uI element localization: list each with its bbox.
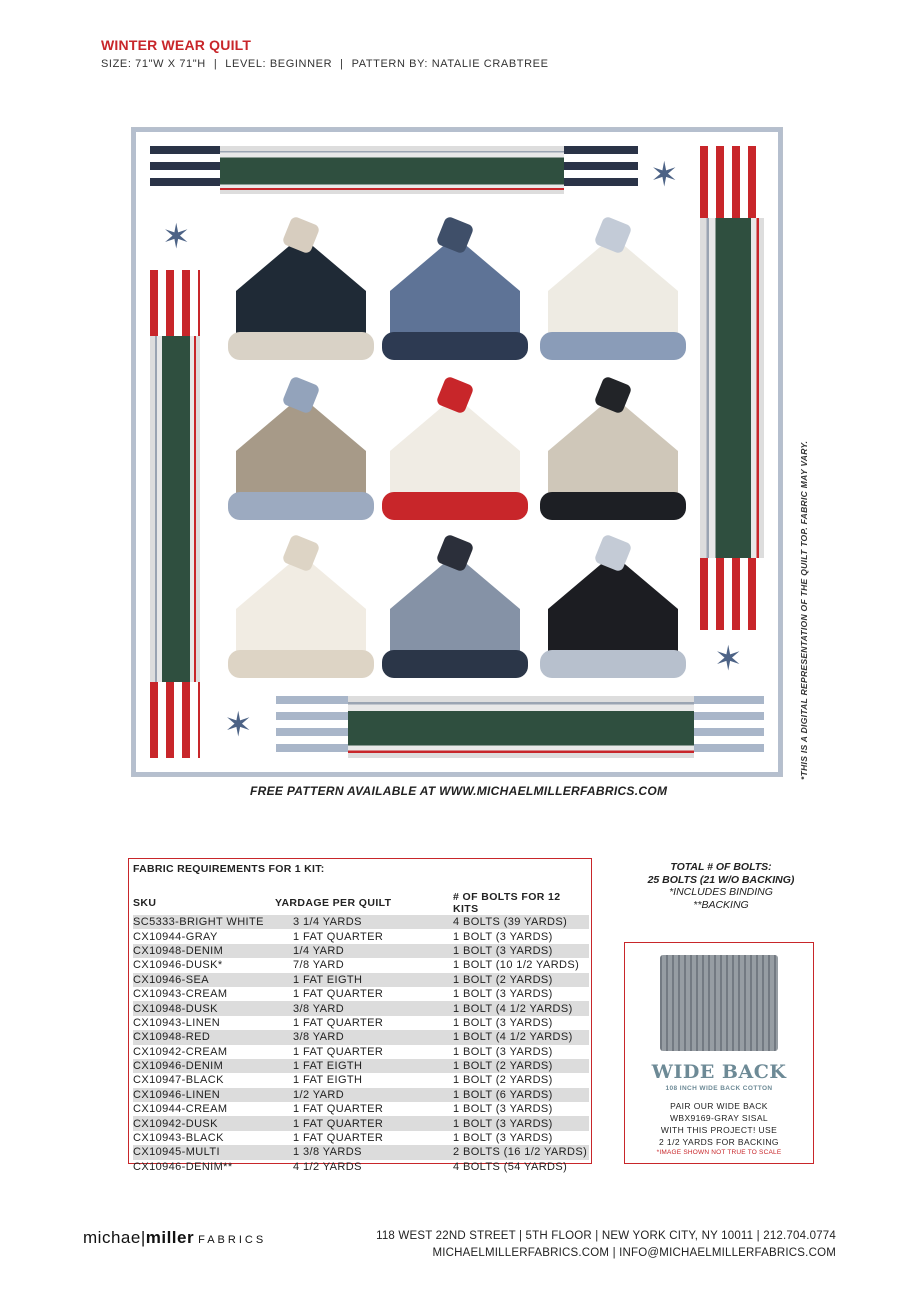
total-bolts bbox=[624, 861, 818, 911]
yardage-cell: 1 FAT EIGTH bbox=[275, 1059, 453, 1073]
yardage-cell: 1 FAT QUARTER bbox=[293, 1103, 384, 1116]
wide-back-line: WITH THIS PROJECT! USE bbox=[660, 1125, 778, 1135]
left-forest-panel bbox=[150, 336, 200, 682]
table-row bbox=[133, 1116, 589, 1130]
right-stripes-bottom bbox=[700, 558, 764, 630]
totals-note-backing: **BACKING bbox=[693, 898, 749, 911]
contact-line[interactable]: MICHAELMILLERFABRICS.COM | INFO@MICHAELMILLERFABRICS.COM bbox=[432, 1247, 836, 1259]
totals-note-binding: *INCLUDES BINDING bbox=[669, 886, 773, 898]
left-stripes-bottom bbox=[150, 682, 200, 758]
bolts-cell: 4 BOLTS (39 YARDS) bbox=[453, 915, 589, 929]
left-stripes-top bbox=[150, 270, 200, 336]
bolts-cell: 1 BOLT (2 YARDS) bbox=[453, 973, 589, 987]
column-header-bolts: # OF BOLTS FOR 12 KITS bbox=[453, 891, 561, 915]
bolts-cell: 1 BOLT (4 1/2 YARDS) bbox=[453, 1030, 589, 1044]
bolts-cell: 1 BOLT (10 1/2 YARDS) bbox=[453, 959, 580, 972]
quilt-designer: PATTERN BY: NATALIE CRABTREE bbox=[351, 58, 549, 70]
column-header-sku: SKU bbox=[133, 897, 157, 909]
table-row bbox=[133, 944, 589, 958]
table-row bbox=[133, 929, 589, 943]
quilt-size: SIZE: 71"W X 71"H bbox=[101, 58, 206, 70]
hat-brim bbox=[382, 650, 528, 678]
hat-block bbox=[540, 220, 686, 365]
hat-block bbox=[228, 220, 374, 365]
table-row bbox=[133, 1131, 589, 1145]
hat-block bbox=[382, 220, 528, 365]
hat-block bbox=[540, 380, 686, 525]
hat-brim bbox=[540, 492, 686, 520]
logo-text-part: michae bbox=[83, 1228, 141, 1247]
star-icon: ✶ bbox=[162, 218, 191, 256]
yardage-cell: 7/8 YARD bbox=[293, 959, 345, 972]
sku-cell: CX10943-BLACK bbox=[133, 1132, 224, 1145]
right-forest-panel bbox=[700, 218, 764, 558]
yardage-cell: 1 FAT QUARTER bbox=[293, 1016, 384, 1029]
table-row bbox=[133, 1145, 589, 1159]
table-row bbox=[133, 1016, 589, 1030]
bolts-cell: 2 BOLTS (16 1/2 YARDS) bbox=[453, 1146, 588, 1159]
table-row bbox=[133, 958, 589, 972]
hat-brim bbox=[540, 332, 686, 360]
sku-cell: CX10942-DUSK bbox=[133, 1116, 275, 1130]
yardage-cell: 1/2 YARD bbox=[275, 1088, 453, 1102]
top-forest-panel bbox=[220, 146, 564, 194]
totals-heading: TOTAL # OF BOLTS: bbox=[670, 861, 772, 873]
column-header-yardage: YARDAGE PER QUILT bbox=[275, 897, 392, 909]
bolts-cell: 1 BOLT (6 YARDS) bbox=[453, 1088, 589, 1102]
hat-brim bbox=[382, 492, 528, 520]
sku-cell: CX10942-CREAM bbox=[133, 1045, 228, 1058]
bolts-cell: 1 BOLT (3 YARDS) bbox=[453, 1116, 589, 1130]
fabric-requirements bbox=[128, 858, 592, 1173]
wide-back-subtitle: 108 INCH WIDE BACK COTTON bbox=[665, 1085, 773, 1092]
yardage-cell: 3/8 YARD bbox=[275, 1001, 453, 1015]
yardage-cell: 1/4 YARD bbox=[275, 944, 453, 958]
requirements-heading: FABRIC REQUIREMENTS FOR 1 KIT: bbox=[133, 863, 325, 875]
yardage-cell: 1 FAT QUARTER bbox=[275, 1116, 453, 1130]
table-row bbox=[133, 1160, 589, 1174]
sku-cell: CX10946-SEA bbox=[133, 973, 275, 987]
quilt-level: LEVEL: BEGINNER bbox=[225, 58, 333, 70]
top-stripes-right bbox=[564, 146, 638, 194]
hat-brim bbox=[228, 492, 374, 520]
wide-back-line: 2 1/2 YARDS FOR BACKING bbox=[659, 1137, 779, 1147]
table-row bbox=[133, 1030, 589, 1044]
table-row bbox=[133, 1001, 589, 1015]
free-pattern-link[interactable]: FREE PATTERN AVAILABLE AT WWW.MICHAELMILLERFABRICS.COM bbox=[250, 784, 668, 798]
address-line: 118 WEST 22ND STREET | 5TH FLOOR | NEW YORK CITY, NY 10011 | 212.704.0774 bbox=[376, 1230, 836, 1242]
yardage-cell: 1 FAT EIGTH bbox=[293, 1074, 363, 1087]
right-stripes-top bbox=[700, 146, 764, 218]
quilt-specs: SIZE: 71"W X 71"H | LEVEL: BEGINNER | PATTERN BY: NATALIE CRABTREE bbox=[101, 58, 549, 70]
yardage-cell: 1 FAT QUARTER bbox=[293, 1045, 384, 1058]
wide-back-title: WIDE BACK bbox=[651, 1061, 787, 1083]
page-title: WINTER WEAR QUILT bbox=[101, 37, 252, 53]
bolts-cell: 1 BOLT (3 YARDS) bbox=[453, 1045, 553, 1058]
table-row bbox=[133, 1059, 589, 1073]
hat-brim bbox=[382, 332, 528, 360]
company-logo: michae|miller FABRICS bbox=[83, 1228, 267, 1247]
bolts-cell: 1 BOLT (3 YARDS) bbox=[453, 944, 589, 958]
bottom-stripes-right bbox=[694, 696, 764, 758]
wide-back-promo bbox=[624, 942, 814, 1164]
sku-cell: CX10948-DENIM bbox=[133, 944, 275, 958]
table-row bbox=[133, 1102, 589, 1116]
table-row bbox=[133, 915, 589, 929]
yardage-cell: 1 FAT QUARTER bbox=[293, 1132, 384, 1145]
disclaimer: *THIS IS A DIGITAL REPRESENTATION OF THE QUILT TOP. FABRIC MAY VARY. bbox=[799, 440, 809, 780]
sku-cell: CX10943-CREAM bbox=[133, 988, 228, 1001]
yardage-cell: 1 3/8 YARDS bbox=[275, 1145, 453, 1159]
hat-block bbox=[540, 538, 686, 683]
yardage-cell: 1 FAT EIGTH bbox=[275, 973, 453, 987]
fabric-swatch-image bbox=[660, 955, 778, 1051]
yardage-cell: 3 1/4 YARDS bbox=[275, 915, 453, 929]
sku-cell: CX10947-BLACK bbox=[133, 1074, 224, 1087]
yardage-cell: 4 1/2 YARDS bbox=[293, 1160, 362, 1173]
totals-value: 25 BOLTS (21 W/O BACKING) bbox=[647, 873, 795, 886]
logo-text-part: miller bbox=[145, 1228, 195, 1247]
wide-back-description bbox=[625, 1100, 813, 1148]
star-icon: ✶ bbox=[224, 706, 253, 744]
table-row bbox=[133, 973, 589, 987]
sku-cell: CX10946-LINEN bbox=[133, 1088, 275, 1102]
yardage-cell: 3/8 YARD bbox=[275, 1030, 453, 1044]
hat-brim bbox=[540, 650, 686, 678]
wide-back-line: WBX9169-GRAY SISAL bbox=[669, 1113, 769, 1123]
yardage-cell: 1 FAT QUARTER bbox=[293, 930, 384, 943]
sku-cell: SC5333-BRIGHT WHITE bbox=[133, 915, 275, 929]
bolts-cell: 1 BOLT (3 YARDS) bbox=[453, 988, 553, 1001]
sku-cell: CX10948-RED bbox=[133, 1030, 275, 1044]
bolts-cell: 1 BOLT (3 YARDS) bbox=[453, 1016, 553, 1029]
table-row bbox=[133, 987, 589, 1001]
table-row bbox=[133, 1045, 589, 1059]
hat-block bbox=[382, 380, 528, 525]
bolts-cell: 1 BOLT (3 YARDS) bbox=[453, 930, 553, 943]
hat-block bbox=[228, 538, 374, 683]
yardage-cell: 1 FAT QUARTER bbox=[293, 988, 384, 1001]
bolts-cell: 4 BOLTS (54 YARDS) bbox=[453, 1160, 568, 1173]
table-row bbox=[133, 1073, 589, 1087]
hat-block bbox=[228, 380, 374, 525]
sku-cell: CX10946-DENIM** bbox=[133, 1160, 233, 1173]
bolts-cell: 1 BOLT (4 1/2 YARDS) bbox=[453, 1001, 589, 1015]
bolts-cell: 1 BOLT (2 YARDS) bbox=[453, 1059, 589, 1073]
sku-cell: CX10946-DENIM bbox=[133, 1059, 275, 1073]
top-stripes-left bbox=[150, 146, 220, 194]
hat-block bbox=[382, 538, 528, 683]
star-icon: ✶ bbox=[714, 640, 743, 678]
bolts-cell: 1 BOLT (2 YARDS) bbox=[453, 1074, 553, 1087]
sku-cell: CX10948-DUSK bbox=[133, 1001, 275, 1015]
sku-cell: CX10943-LINEN bbox=[133, 1016, 221, 1029]
wide-back-note: *IMAGE SHOWN NOT TRUE TO SCALE bbox=[656, 1149, 782, 1156]
hat-brim bbox=[228, 650, 374, 678]
wide-back-line: PAIR OUR WIDE BACK bbox=[670, 1101, 768, 1111]
hat-brim bbox=[228, 332, 374, 360]
star-icon: ✶ bbox=[650, 156, 679, 194]
sku-cell: CX10945-MULTI bbox=[133, 1145, 275, 1159]
bolts-cell: 1 BOLT (3 YARDS) bbox=[453, 1103, 553, 1116]
table-row bbox=[133, 1088, 589, 1102]
bottom-stripes-left bbox=[276, 696, 348, 758]
logo-text-part: FABRICS bbox=[198, 1234, 267, 1246]
bolts-cell: 1 BOLT (3 YARDS) bbox=[453, 1132, 553, 1145]
sku-cell: CX10944-CREAM bbox=[133, 1103, 228, 1116]
bottom-forest-panel bbox=[348, 696, 694, 758]
quilt-image bbox=[131, 127, 783, 777]
requirements-table bbox=[133, 891, 589, 1174]
sku-cell: CX10946-DUSK* bbox=[133, 959, 223, 972]
sku-cell: CX10944-GRAY bbox=[133, 930, 218, 943]
company-address bbox=[376, 1228, 836, 1262]
